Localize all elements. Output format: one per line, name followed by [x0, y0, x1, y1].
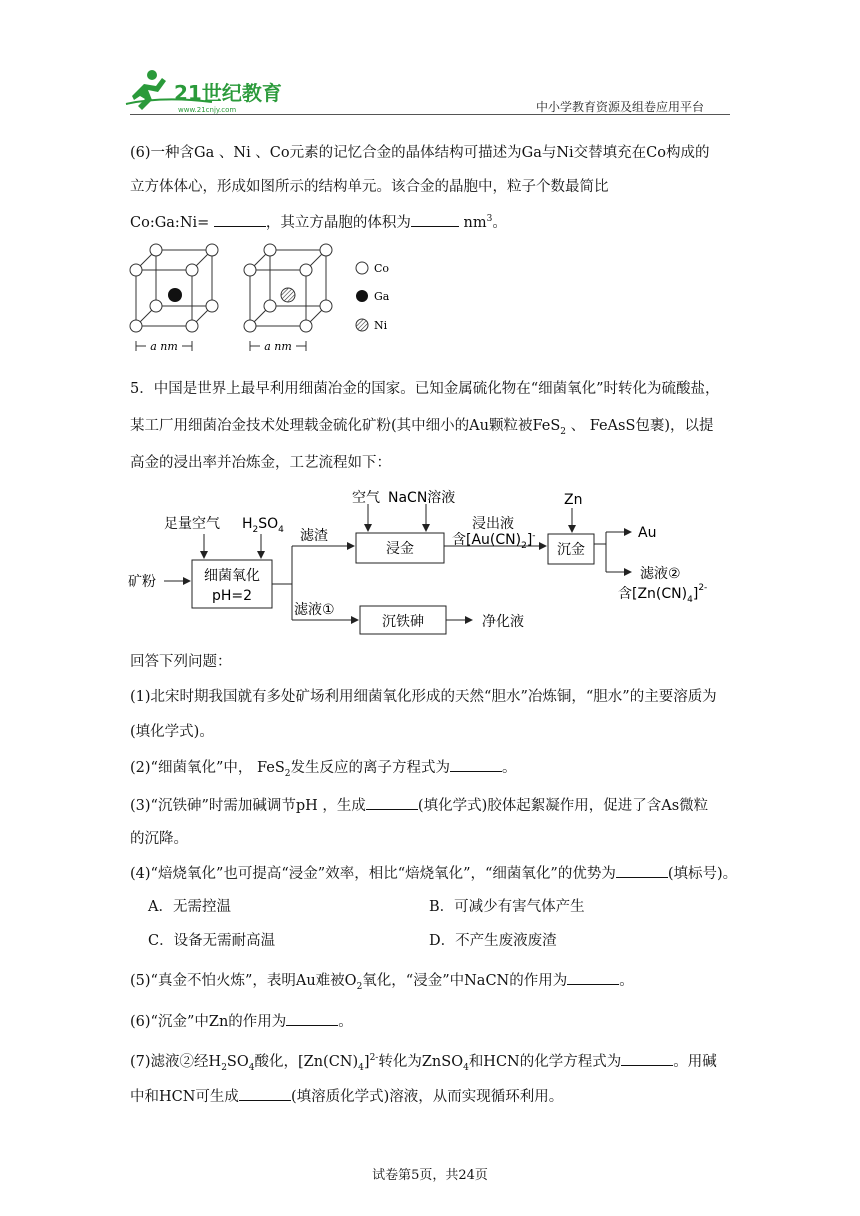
unit-exponent: 3 — [486, 214, 493, 225]
answer-prompt: 回答下列问题： — [130, 654, 232, 670]
purified-label: 净化液 — [482, 614, 524, 630]
answer-blank — [411, 212, 459, 227]
logo-url: www.21cnjy.com — [178, 106, 237, 114]
p6-line: (6)“沉金”中Zn的作用为 。 — [130, 1011, 353, 1032]
dimension-label: a nm — [264, 340, 292, 353]
filtrate2-contains-label: 含$[Zn(CN)_4]^{2-}$ — [618, 583, 708, 605]
answer-blank — [366, 795, 418, 810]
option-c: C．设备无需耐高温 — [148, 933, 276, 949]
answer-blank — [239, 1086, 291, 1101]
answer-blank — [616, 863, 668, 878]
legend-co: Co — [374, 262, 390, 275]
crystal-structure-figure — [126, 238, 426, 364]
option-b: B．可减少有害气体产生 — [429, 899, 585, 915]
iron-box-label: 沉铁砷 — [382, 614, 424, 630]
gold-product-label: Au — [638, 525, 657, 541]
filtrate2-label: 滤液② — [640, 566, 681, 582]
leach-box-label: 浸金 — [386, 541, 414, 557]
answer-blank — [286, 1011, 338, 1026]
p7-line1: (7)滤液②经$H_2SO_4$酸化，$[Zn(CN)_4]^{2-}$转化为ZnSO$_4$和HCN的化学方程式为 。用碱 — [130, 1051, 717, 1072]
p7-line2: 中和HCN可生成 (填溶质化学式)溶液，从而实现循环利用。 — [130, 1086, 563, 1107]
p1-line2: (填化学式)。 — [130, 724, 214, 740]
page-footer: 试卷第5页，共24页 — [372, 1168, 488, 1183]
p4-line: (4)“焙烧氧化”也可提高“浸金”效率，相比“焙烧氧化”，“细菌氧化”的优势为 (填标号)。 — [130, 863, 737, 884]
residue-label: 滤渣 — [300, 528, 328, 544]
ratio-label: Co:Ga:Ni= — [130, 215, 210, 231]
logo-text: 21世纪教育 — [174, 81, 282, 105]
leachate-contains-label: 含$[Au(CN)_2]^-$ — [452, 531, 536, 551]
oxidation-ph-label: pH=2 — [211, 588, 253, 604]
q6-line2: 立方体体心，形成如图所示的结构单元。该合金的晶胞中，粒子个数最简比 — [130, 179, 609, 195]
answer-blank — [214, 212, 266, 227]
process-flowchart — [126, 486, 726, 636]
answer-blank — [567, 970, 619, 985]
site-logo — [122, 66, 292, 118]
legend-ga: Ga — [374, 290, 390, 303]
dimension-label: a nm — [150, 340, 178, 353]
platform-name: 中小学教育资源及组卷应用平台 — [536, 100, 705, 114]
q6-line3: Co:Ga:Ni= ，其立方晶胞的体积为 $nm^3$。 — [130, 212, 507, 233]
volume-label: ，其立方晶胞的体积为 — [265, 215, 411, 231]
option-a: A．无需控温 — [148, 899, 231, 915]
p5-line: (5)“真金不怕火炼”，表明Au难被$O_2$氧化，“浸金”中NaCN的作用为 。 — [130, 970, 634, 991]
header-divider — [130, 114, 730, 115]
p1-line1: (1)北宋时期我国就有多处矿场利用细菌氧化形成的天然“胆水”冶炼铜，“胆水”的主要溶质为 — [130, 689, 717, 705]
q5-line1: 5．中国是世界上最早利用细菌冶金的国家。已知金属硫化物在“细菌氧化”时转化为硫酸盐， — [130, 381, 720, 397]
p3-line2: 的沉降。 — [130, 831, 188, 847]
answer-blank — [621, 1051, 673, 1066]
q6-line1: (6)一种含Ga 、Ni 、Co元素的记忆合金的晶体结构可描述为Ga与Ni交替填充在Co构成的 — [130, 145, 710, 161]
gold-box-label: 沉金 — [557, 542, 585, 558]
feed-label: 矿粉 — [128, 574, 156, 590]
legend-ni: Ni — [374, 319, 388, 332]
nacn-label: NaCN溶液 — [388, 490, 456, 506]
zinc-label: Zn — [564, 492, 583, 508]
answer-blank — [450, 757, 502, 772]
option-d: D．不产生废液废渣 — [429, 933, 557, 949]
sulfuric-acid-label: $H_2SO_4$ — [242, 516, 284, 535]
excess-air-label: 足量空气 — [164, 516, 220, 532]
q5-line2: 某工厂用细菌冶金技术处理载金硫化矿粉(其中细小的Au颗粒被FeS$_2$ 、 FeAsS包裹)，以提 — [130, 418, 714, 437]
q5-line3: 高金的浸出率并冶炼金，工艺流程如下： — [130, 455, 391, 471]
oxidation-box-label: 细菌氧化 — [204, 568, 260, 584]
p3-line1: (3)“沉铁砷”时需加碱调节pH ，生成 (填化学式)胶体起絮凝作用，促进了含As微粒 — [130, 795, 708, 816]
filtrate1-label: 滤液① — [294, 602, 335, 618]
leachate-label: 浸出液 — [472, 516, 514, 532]
air-label: 空气 — [352, 490, 380, 506]
p2-line: (2)“细菌氧化”中， FeS$_2$发生反应的离子方程式为 。 — [130, 757, 517, 778]
unit-nm: nm — [463, 215, 487, 231]
